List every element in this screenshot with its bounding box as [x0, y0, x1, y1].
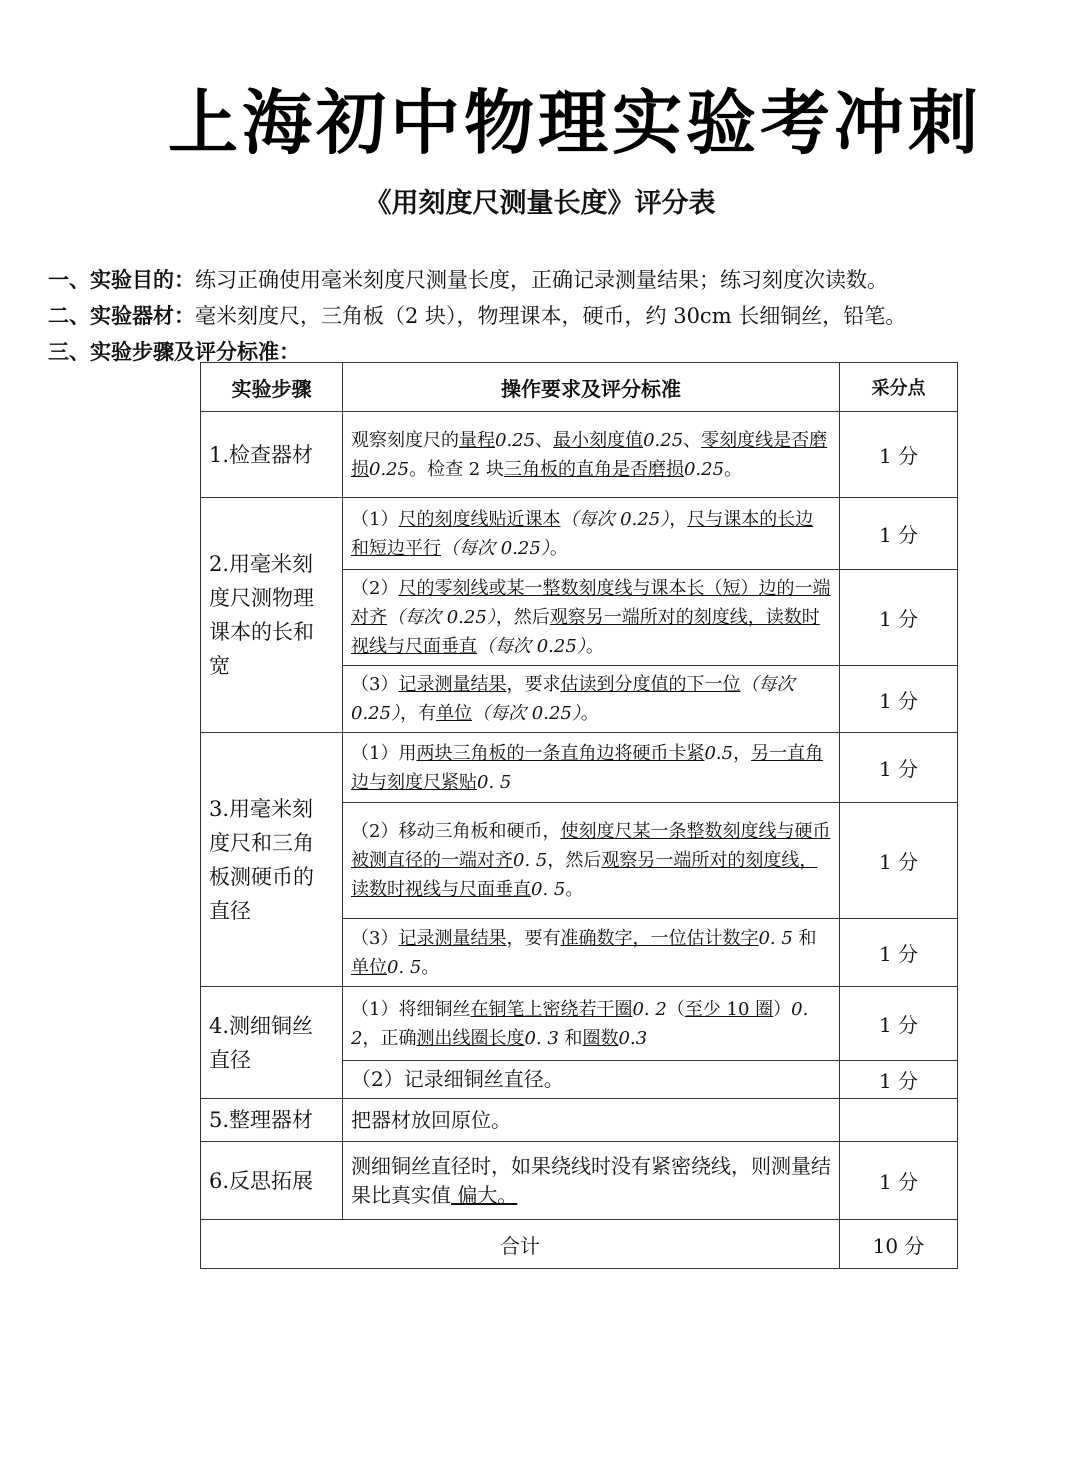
underlined-text: 两块三角板的一条直角边将硬币卡紧 — [416, 742, 705, 764]
underlined-text: 量程 — [459, 429, 495, 451]
intro-label: 一、实验目的： — [48, 268, 195, 292]
intro-label: 三、实验步骤及评分标准： — [48, 340, 300, 364]
points-cell: 1 分 — [840, 1061, 958, 1099]
criteria-cell — [343, 498, 840, 570]
score-value: 0. 5 — [758, 927, 793, 949]
page-title: 《用刻度尺测量长度》评分表 — [364, 188, 716, 219]
points-cell: 1 分 — [840, 803, 958, 919]
criteria-text: 。 — [585, 636, 604, 657]
underlined-text: 尺与课本的长边和短边平行 — [351, 508, 814, 559]
criteria-text: 和 — [792, 927, 817, 949]
table-row — [201, 987, 958, 1061]
points-cell: 1 分 — [840, 570, 958, 666]
underlined-text: 至少 10 圈 — [684, 998, 774, 1020]
points-cell: 1 分 — [840, 733, 958, 803]
header-criteria: 操作要求及评分标准 — [343, 363, 840, 412]
underlined-text: 圈数 — [582, 1027, 619, 1049]
criteria-cell — [343, 412, 840, 498]
underlined-text: 尺的刻度线贴近课本 — [398, 508, 561, 530]
underlined-text: 记录测量结果 — [398, 927, 507, 949]
score-value: （每次 0.25） — [441, 537, 550, 559]
score-value: 0.25 — [643, 429, 684, 451]
criteria-text: ，要求 — [506, 674, 561, 695]
criteria-text: 、 — [535, 429, 554, 451]
criteria-cell — [343, 1142, 840, 1220]
criteria-text: ， — [669, 508, 688, 530]
underlined-text: 在铜笔上密绕若干圈 — [470, 998, 633, 1020]
points-cell: 1 分 — [840, 919, 958, 987]
score-value: 0. 5 — [477, 771, 512, 793]
criteria-text: （2）记录细铜丝直径。 — [351, 1067, 564, 1091]
step-cell: 2.用毫米刻度尺测物理课本的长和宽 — [201, 498, 343, 733]
score-value: （每次 0.25） — [351, 674, 795, 724]
score-value: 0.5 — [704, 742, 734, 764]
score-value: （每次 0.25） — [477, 636, 586, 657]
score-value: 0. 5 — [513, 850, 548, 871]
criteria-text: 观察刻度尺的 — [351, 429, 459, 451]
criteria-text: 。 — [580, 703, 599, 724]
score-value: 0.3 — [618, 1027, 648, 1049]
underlined-text: 三角板的直角是否磨损 — [503, 458, 684, 480]
criteria-text: 。 — [565, 879, 584, 900]
points-cell: 1 分 — [840, 666, 958, 733]
criteria-text: 。 — [724, 458, 743, 480]
step-cell: 4.测细铜丝直径 — [201, 987, 343, 1099]
underlined-text: 单位 — [436, 703, 473, 724]
table-row — [201, 1099, 958, 1142]
underlined-text: 最小刻度值 — [553, 429, 644, 451]
criteria-cell — [343, 919, 840, 987]
score-value: （每次 0.25） — [560, 508, 670, 530]
step-cell: 1.检查器材 — [201, 412, 343, 498]
score-value: 0. 2 — [351, 998, 809, 1049]
points-cell: 1 分 — [840, 412, 958, 498]
criteria-cell — [343, 570, 840, 666]
underlined-text: 使刻度尺某一条整数刻度线与硬币被测直径的一端对齐 — [351, 821, 831, 871]
table-row — [201, 498, 958, 570]
criteria-text: ，然后 — [495, 607, 550, 628]
criteria-cell — [343, 666, 840, 733]
score-value: 0. 5 — [531, 879, 566, 900]
criteria-text: ，有 — [400, 703, 437, 724]
underlined-text: 测出线圈长度 — [416, 1027, 525, 1049]
criteria-text: （1）用 — [351, 742, 417, 764]
banner-title: 上海初中物理实验考冲刺 — [168, 81, 982, 164]
total-points: 10 分 — [840, 1220, 958, 1269]
intro-text: 练习正确使用毫米刻度尺测量长度，正确记录测量结果；练习刻度次读数。 — [195, 268, 888, 292]
criteria-cell — [343, 1099, 840, 1142]
underlined-text: 观察另一端所对的刻度线，读数时视线与尺面垂直 — [351, 850, 818, 900]
underlined-text: 另一直角边与刻度尺紧贴 — [351, 742, 824, 793]
criteria-text: 把器材放回原位。 — [351, 1107, 511, 1132]
header-points: 采分点 — [840, 363, 958, 412]
criteria-text: 。 — [549, 537, 568, 559]
criteria-text: 。检查 2 块 — [409, 458, 504, 480]
criteria-text: ） — [773, 998, 792, 1020]
points-cell: 1 分 — [840, 987, 958, 1061]
score-value: 0. 3 — [524, 1027, 559, 1049]
score-value: 0.25 — [683, 458, 725, 480]
table-row — [201, 412, 958, 498]
score-value: （每次 0.25） — [387, 607, 496, 628]
underlined-text: 记录测量结果 — [398, 674, 507, 695]
table-row — [201, 733, 958, 803]
step-cell: 5.整理器材 — [201, 1099, 343, 1142]
underlined-text: 观察另一端所对的刻度线，读数时视线与尺面垂直 — [351, 607, 820, 657]
intro-section — [48, 262, 1068, 370]
underlined-text: 准确数字，一位估计数字 — [560, 927, 759, 949]
intro-line-purpose — [48, 262, 1068, 298]
criteria-text: （ — [666, 998, 685, 1020]
criteria-text: ，要有 — [506, 927, 561, 949]
criteria-text: ，然后 — [547, 850, 602, 871]
score-value: （每次 0.25） — [472, 703, 581, 724]
points-cell: 1 分 — [840, 1142, 958, 1220]
underlined-text: 估读到分度值的下一位 — [560, 674, 741, 695]
table-row — [201, 1142, 958, 1220]
step-cell: 3.用毫米刻度尺和三角板测硬币的直径 — [201, 733, 343, 987]
criteria-text: （3） — [351, 927, 399, 949]
table-header-row — [201, 363, 958, 412]
underlined-text: 偏大。 — [451, 1182, 518, 1207]
criteria-cell — [343, 1061, 840, 1099]
intro-label: 二、实验器材： — [48, 304, 195, 328]
score-value: 0.25 — [369, 458, 410, 480]
criteria-text: 。 — [421, 956, 440, 978]
criteria-cell — [343, 987, 840, 1061]
points-cell: 1 分 — [840, 498, 958, 570]
criteria-text: （2）移动三角板和硬币， — [351, 821, 561, 842]
intro-text: 毫米刻度尺，三角板（2 块），物理课本，硬币，约 30cm 长细铜丝，铅笔。 — [195, 304, 907, 328]
criteria-text: （3） — [351, 674, 399, 695]
criteria-text: （1）将细铜丝 — [351, 998, 471, 1020]
header-step: 实验步骤 — [201, 363, 343, 412]
scoring-table — [200, 362, 958, 1269]
criteria-cell — [343, 803, 840, 919]
total-row — [201, 1220, 958, 1269]
intro-line-equipment — [48, 298, 1068, 334]
criteria-text: 、 — [683, 429, 702, 451]
criteria-cell — [343, 733, 840, 803]
underlined-text: 单位 — [351, 956, 387, 978]
criteria-text: 和 — [558, 1027, 583, 1049]
step-cell: 6.反思拓展 — [201, 1142, 343, 1220]
criteria-text: ， — [733, 742, 752, 764]
criteria-text: 测细铜丝直径时，如果绕线时没有紧密绕线，则测量结果比真实值 — [351, 1153, 831, 1207]
underlined-text: 零刻度线是否磨损 — [351, 429, 828, 480]
criteria-text: ，正确 — [362, 1027, 417, 1049]
criteria-text: （1） — [351, 508, 399, 530]
underlined-text: 尺的零刻线或某一整数刻度线与课本长（短）边的一端对齐 — [351, 578, 831, 628]
criteria-text: （2） — [351, 578, 399, 599]
total-label: 合计 — [201, 1220, 840, 1269]
score-value: 0.25 — [495, 429, 536, 451]
score-value: 0. 5 — [387, 956, 422, 978]
points-cell — [840, 1099, 958, 1142]
score-value: 0. 2 — [632, 998, 667, 1020]
